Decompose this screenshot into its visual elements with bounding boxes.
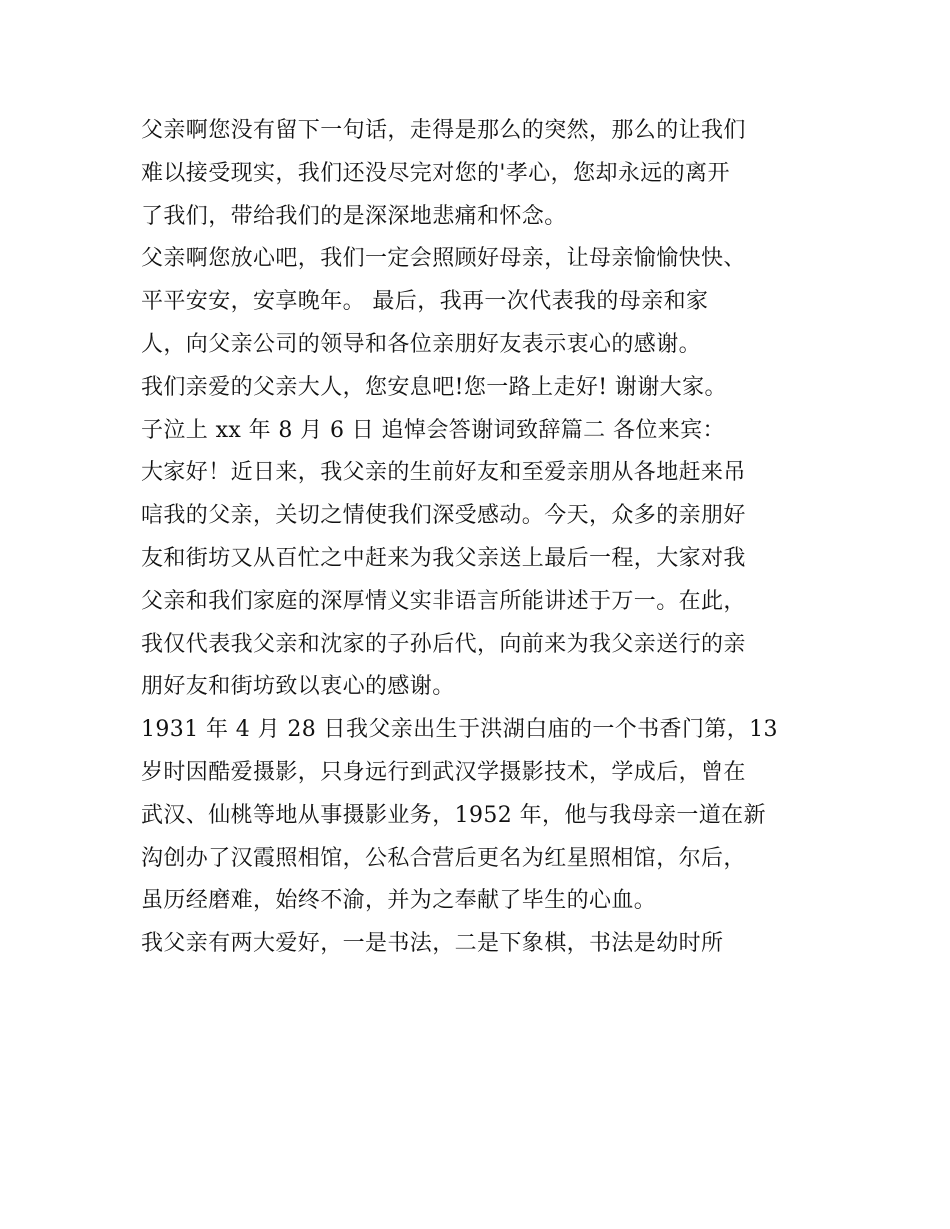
text-line: 沟创办了汉霞照相馆，公私合营后更名为红星照相馆，尔后， bbox=[141, 845, 746, 871]
text-line: 难以接受现实，我们还没尽完对您的'孝心，您却永远的离开 bbox=[141, 160, 730, 186]
text-line: 岁时因酷爱摄影，只身远行到武汉学摄影技术，学成后，曾在 bbox=[141, 759, 746, 785]
text-line: 1931 年 4 月 28 日我父亲出生于洪湖白庙的一个书香门第，13 bbox=[141, 717, 778, 743]
document-body bbox=[141, 110, 821, 966]
text-line: 大家好！近日来，我父亲的生前好友和至爱亲朋从各地赶来吊 bbox=[141, 460, 746, 486]
text-line: 了我们，带给我们的是深深地悲痛和怀念。 bbox=[141, 203, 567, 229]
text-line: 友和街坊又从百忙之中赶来为我父亲送上最后一程，大家对我 bbox=[141, 545, 746, 571]
text-line: 朋好友和街坊致以衷心的感谢。 bbox=[141, 674, 455, 700]
text-line: 子泣上 xx 年 8 月 6 日 追悼会答谢词致辞篇二 各位来宾： bbox=[141, 417, 725, 443]
text-line: 父亲啊您没有留下一句话，走得是那么的突然，那么的让我们 bbox=[141, 118, 746, 143]
text-line: 虽历经磨难，始终不渝，并为之奉献了毕生的心血。 bbox=[141, 888, 657, 914]
text-line: 人，向父亲公司的领导和各位亲朋好友表示衷心的感谢。 bbox=[141, 331, 702, 357]
text-line: 父亲和我们家庭的深厚情义实非语言所能讲述于万一。在此， bbox=[141, 588, 746, 614]
text-line: 我仅代表我父亲和沈家的子孙后代，向前来为我父亲送行的亲 bbox=[141, 631, 746, 657]
text-line: 平平安安，安享晚年。 最后，我再一次代表我的母亲和家 bbox=[141, 289, 709, 315]
text-line: 父亲啊您放心吧，我们一定会照顾好母亲，让母亲愉愉快快、 bbox=[141, 246, 746, 272]
text-line: 我父亲有两大爱好，一是书法，二是下象棋，书法是幼时所 bbox=[141, 931, 724, 957]
text-line: 唁我的父亲，关切之情使我们深受感动。今天，众多的亲朋好 bbox=[141, 503, 746, 529]
text-line: 我们亲爱的父亲大人，您安息吧!您一路上走好! 谢谢大家。 bbox=[141, 374, 727, 400]
text-line: 武汉、仙桃等地从事摄影业务，1952 年，他与我母亲一道在新 bbox=[141, 802, 766, 828]
